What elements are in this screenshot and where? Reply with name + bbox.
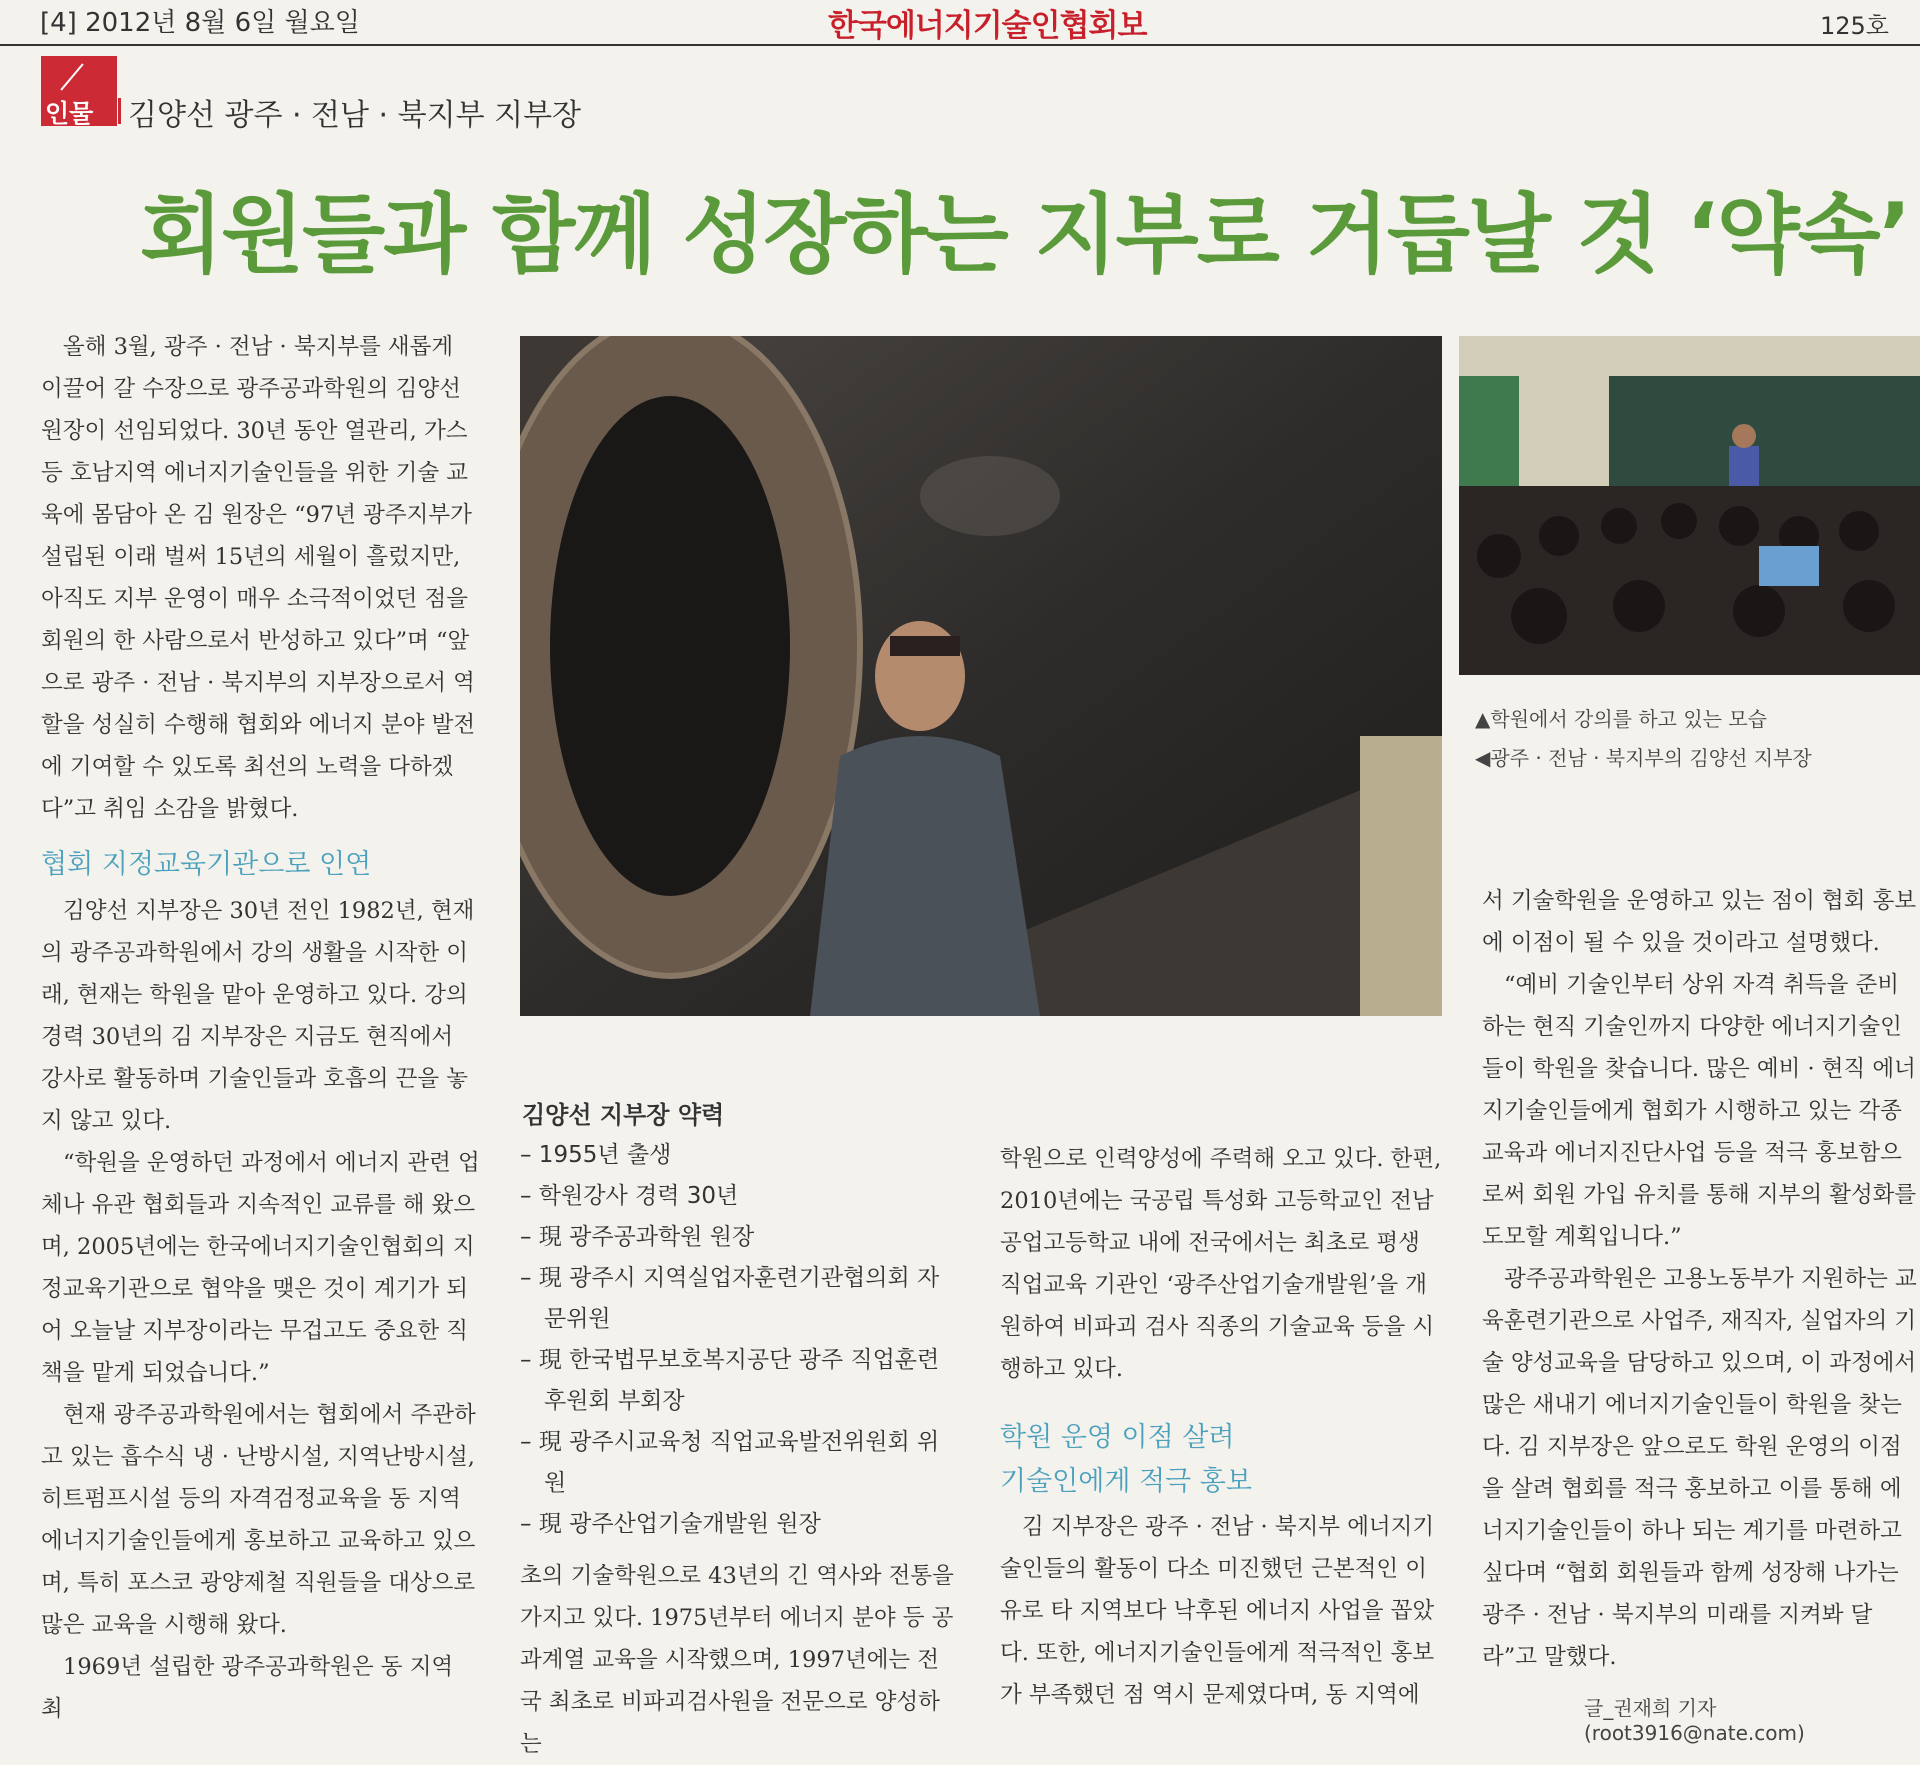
bio-item: – 現 광주산업기술개발원 원장 xyxy=(520,1511,821,1537)
paragraph: 올해 3월, 광주 · 전남 · 북지부를 새롭게 이끌어 갈 수장으로 광주공과학원의 김양선 원장이 선임되었다. 30년 동안 열관리, 가스 등 호남지역 에너지기술인들을 위한 기술 교육에 몸담아 온 김 원장은 “97년 광주지부가 설립된 이래 벌써 15년의 세월이 흘렀지만, 아직도 지부 운영이 매우 소극적이었던 점을 회원의 한 사람으로서 반성하고 있다”며 “앞으로 광주 · 전남 · 북지부의 지부장으로서 역할을 성실히 수행해 협회와 에너지 분야 발전에 기여할 수 있도록 최선의 노력을 다하겠다”고 취임 소감을 밝혔다. xyxy=(41,334,476,822)
newspaper-name: 한국에너지기술인협회보 xyxy=(828,8,1147,44)
bio-item: – 現 광주시 지역실업자훈련기관협의회 자문위원 xyxy=(520,1265,940,1332)
column-4 xyxy=(1482,880,1920,1678)
paragraph: 현재 광주공과학원에서는 협회에서 주관하고 있는 흡수식 냉 · 난방시설, 지역난방시설, 히트펌프시설 등의 자격검정교육을 동 지역 에너지기술인들에게 홍보하고 교육하고 있으며, 특히 포스코 광양제철 직원들을 대상으로 많은 교육을 시행해 왔다. xyxy=(41,1402,476,1638)
byline: 글_권재희 기자 (root3916@nate.com) xyxy=(1584,1696,1805,1745)
main-photo xyxy=(520,336,1442,1016)
classroom-photo xyxy=(1459,336,1920,675)
photo-captions xyxy=(1475,700,1812,778)
subheading xyxy=(1000,1416,1442,1504)
bio-item: – 1955년 출생 xyxy=(520,1142,672,1168)
section-tag-label: 인물 xyxy=(45,99,94,128)
bio-item: – 학원강사 경력 30년 xyxy=(520,1183,739,1209)
paragraph: “예비 기술인부터 상위 자격 취득을 준비하는 현직 기술인까지 다양한 에너지기술인들이 학원을 찾습니다. 많은 예비 · 현직 에너지기술인들에게 협회가 시행하고 있는 각종 교육과 에너지진단사업 등을 적극 홍보함으로써 회원 가입 유치를 통해 지부의 활성화를 도모할 계획입니다.” xyxy=(1482,972,1917,1250)
column-1 xyxy=(41,326,481,1730)
section-tag xyxy=(41,56,117,126)
paragraph: 초의 기술학원으로 43년의 긴 역사와 전통을 가지고 있다. 1975년부터 에너지 분야 등 공과계열 교육을 시작했으며, 1997년에는 전국 최초로 비파괴검사원을 전문으로 양성하는 xyxy=(520,1563,954,1757)
subheading-line: 학원 운영 이점 살려 xyxy=(1000,1422,1235,1453)
bio-list xyxy=(520,1135,960,1545)
page-header xyxy=(0,0,1920,46)
slash-mark xyxy=(60,63,83,90)
bio-title: 김양선 지부장 약력 xyxy=(522,1101,725,1129)
paragraph: 광주공과학원은 고용노동부가 지원하는 교육훈련기관으로 사업주, 재직자, 실업자의 기술 양성교육을 담당하고 있으며, 이 과정에서 많은 새내기 에너지기술인들이 학원을 찾는다. 김 지부장은 앞으로도 학원 운영의 이점을 살려 협회를 적극 홍보하고 이를 통해 에너지기술인들이 하나 되는 계기를 마련하고 싶다며 “협회 회원들과 함께 성장해 나가는 광주 · 전남 · 북지부의 미래를 지켜봐 달라”고 말했다. xyxy=(1482,1266,1917,1670)
caption-portrait: ◀광주 · 전남 · 북지부의 김양선 지부장 xyxy=(1475,746,1812,770)
paragraph: 김 지부장은 광주 · 전남 · 북지부 에너지기술인들의 활동이 다소 미진했던 근본적인 이유로 타 지역보다 낙후된 에너지 사업을 꼽았다. 또한, 에너지기술인들에게 적극적인 홍보가 부족했던 점 역시 문제였다며, 동 지역에 xyxy=(1000,1514,1435,1708)
article-kicker: 김양선 광주 · 전남 · 북지부 지부장 xyxy=(128,98,582,133)
bio-item: – 現 한국법무보호복지공단 광주 직업훈련후원회 부회장 xyxy=(520,1347,940,1414)
paragraph: 학원으로 인력양성에 주력해 오고 있다. 한편, 2010년에는 국공립 특성화 고등학교인 전남공업고등학교 내에 전국에서는 최초로 평생 직업교육 기관인 ‘광주산업기술개발원’을 개원하여 비파괴 검사 직종의 기술교육 등을 시행하고 있다. xyxy=(1000,1146,1442,1382)
column-3 xyxy=(1000,1138,1442,1716)
bio-item: – 現 광주시교육청 직업교육발전위원회 위원 xyxy=(520,1429,940,1496)
paragraph: 1969년 설립한 광주공과학원은 동 지역 최 xyxy=(41,1654,454,1722)
portrait-photo-graphic xyxy=(520,336,1442,1016)
subheading: 협회 지정교육기관으로 인연 xyxy=(41,849,372,880)
tag-divider xyxy=(118,98,121,124)
paragraph: 서 기술학원을 운영하고 있는 점이 협회 홍보에 이점이 될 수 있을 것이라고 설명했다. xyxy=(1482,888,1917,956)
column-2-bottom xyxy=(520,1555,960,1765)
caption-classroom: ▲학원에서 강의를 하고 있는 모습 xyxy=(1475,707,1767,731)
paragraph: “학원을 운영하던 과정에서 에너지 관련 업체나 유관 협회들과 지속적인 교류를 해 왔으며, 2005년에는 한국에너지기술인협회의 지정교육기관으로 협약을 맺은 것이 계기가 되어 오늘날 지부장이라는 무겁고도 중요한 직책을 맡게 되었습니다.” xyxy=(41,1150,480,1386)
subheading-line: 기술인에게 적극 홍보 xyxy=(1000,1466,1252,1497)
paragraph: 김양선 지부장은 30년 전인 1982년, 현재의 광주공과학원에서 강의 생활을 시작한 이래, 현재는 학원을 맡아 운영하고 있다. 강의 경력 30년의 김 지부장은 지금도 현직에서 강사로 활동하며 기술인들과 호흡의 끈을 놓지 않고 있다. xyxy=(41,898,475,1134)
classroom-photo-graphic xyxy=(1459,336,1920,675)
bio-item: – 現 광주공과학원 원장 xyxy=(520,1224,755,1250)
headline: 회원들과 함께 성장하는 지부로 거듭날 것 ‘약속’ xyxy=(140,185,1910,285)
issue-number: 125호 xyxy=(1820,12,1889,40)
issue-date: [4] 2012년 8월 6일 월요일 xyxy=(40,8,360,38)
